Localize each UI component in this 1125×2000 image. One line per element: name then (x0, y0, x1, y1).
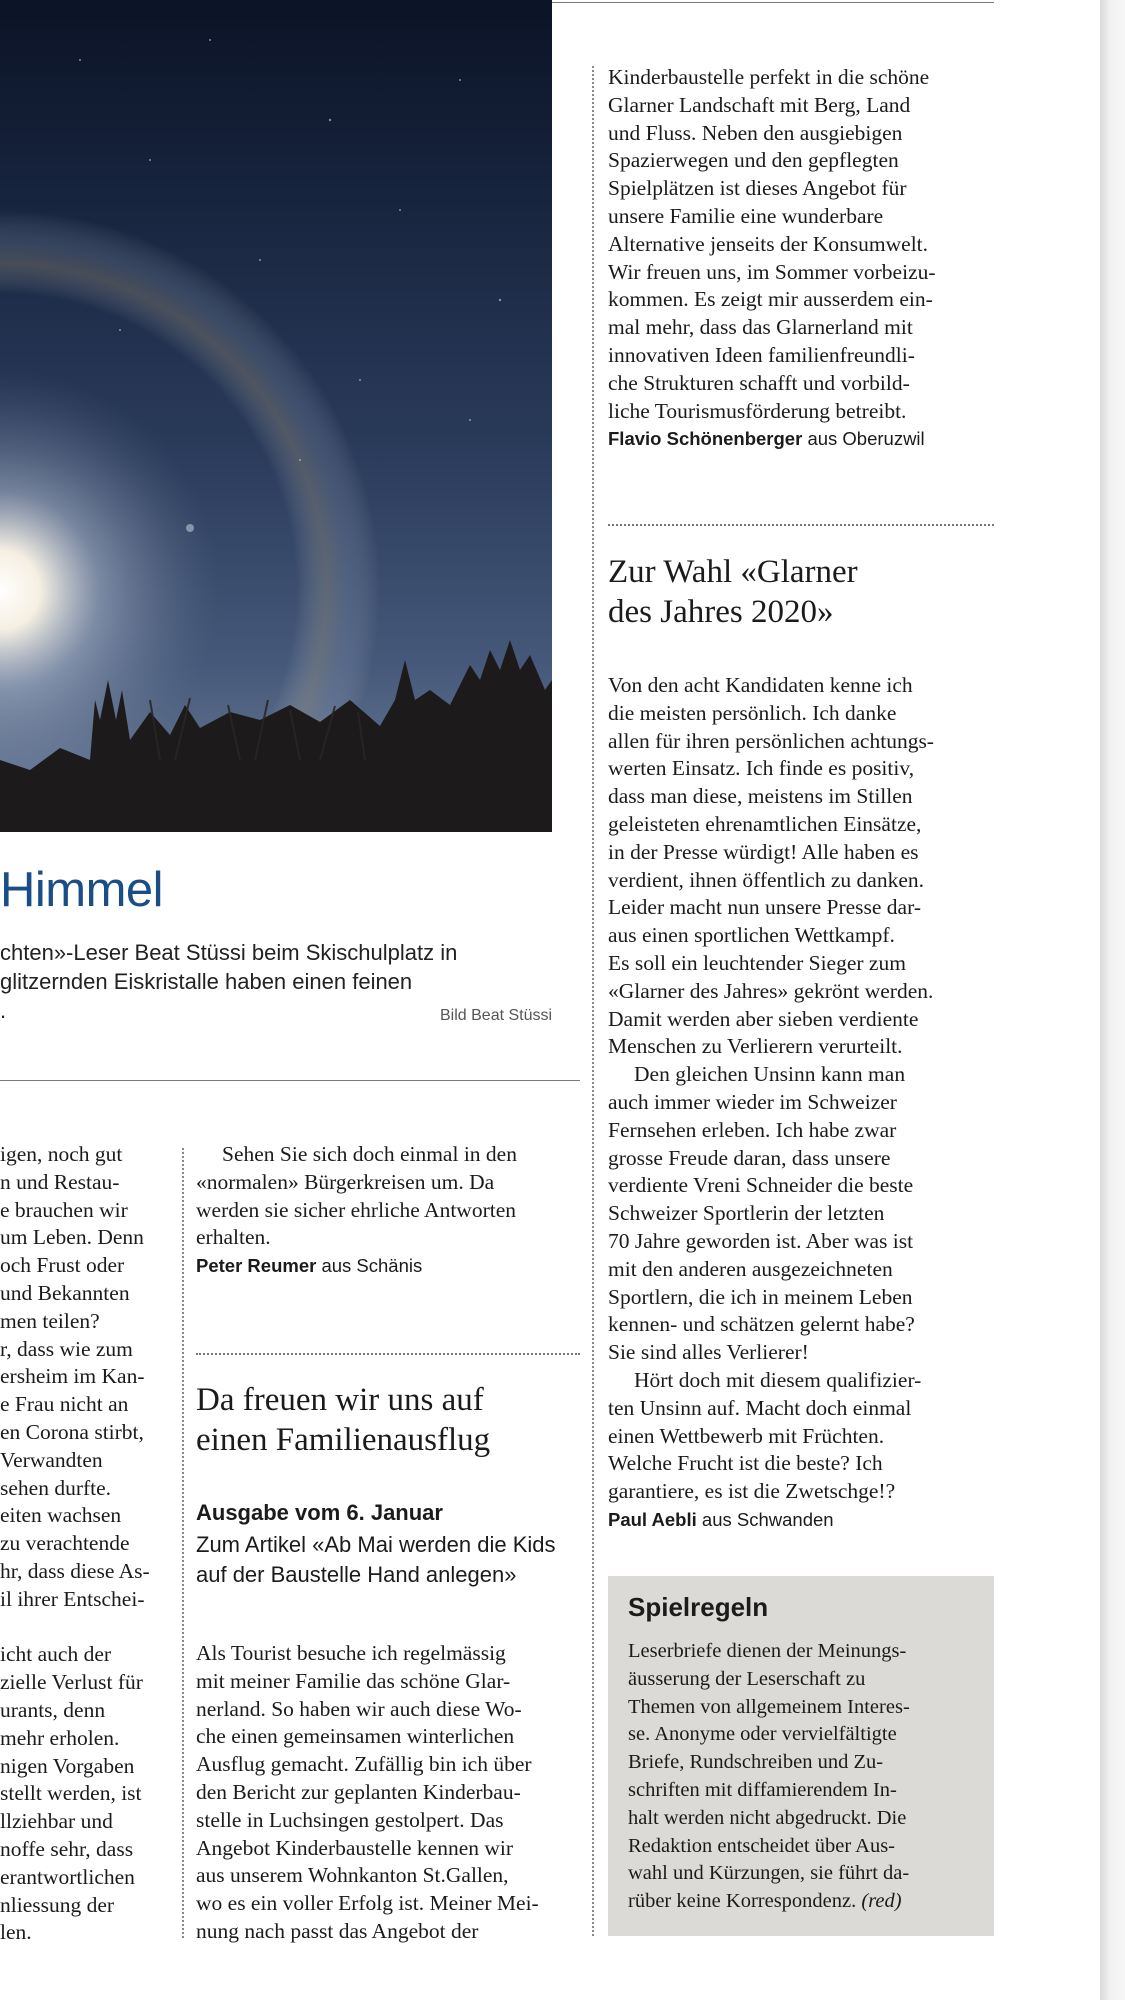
author-name: Peter Reumer (196, 1255, 317, 1277)
text-line: in der Presse würdigt! Alle haben es (608, 839, 919, 864)
text-line: die meisten persönlich. Ich danke (608, 700, 897, 725)
text-line: il ihrer Entschei- (0, 1586, 145, 1611)
text-line: Welche Frucht ist die beste? Ich (608, 1451, 883, 1476)
text-line: ersheim im Kan- (0, 1364, 145, 1389)
letter-signature (608, 1506, 934, 1534)
text-line: «normalen» Bürgerkreisen um. Da (196, 1169, 495, 1194)
paragraph-gap (0, 1614, 150, 1642)
text-line: stellt werden, ist (0, 1781, 142, 1806)
rules-box (608, 1576, 994, 1936)
author-name: Paul Aebli (608, 1508, 697, 1530)
caption-line: glitzernden Eiskristalle haben einen feinen (0, 969, 413, 994)
text-line: Spielplätzen ist dieses Angebot für (608, 176, 907, 201)
text-line: Briefe, Rundschreiben und Zu- (628, 1751, 884, 1774)
headline-line: des Jahres 2020» (608, 594, 834, 630)
letter-separator (196, 1353, 580, 1355)
text-line: Redaktion entscheidet über Aus- (628, 1834, 896, 1857)
photo-credit: Bild Beat Stüssi (440, 1007, 553, 1024)
rules-title: Spielregeln (628, 1592, 769, 1622)
text-line-content: rüber keine Korrespondenz. (628, 1890, 857, 1913)
text-line: den Bericht zur geplanten Kinderbau- (196, 1779, 521, 1804)
text-line: und Fluss. Neben den ausgiebigen (608, 120, 903, 145)
text-line: dass man diese, meistens im Stillen (608, 784, 913, 809)
text-line: liche Tourismusförderung betreibt. (608, 398, 907, 423)
text-line: einen Wettbewerb mit Früchten. (608, 1423, 885, 1448)
text-line: wo es ein voller Erfolg ist. Meiner Mei- (196, 1891, 539, 1916)
text-line: nung nach passt das Angebot der (196, 1918, 479, 1943)
letter-familienausflug-continuation (608, 64, 936, 453)
text-line: äusserung der Leserschaft zu (628, 1667, 866, 1690)
text-line: verdiente Vreni Schneider die beste (608, 1173, 914, 1198)
rules-text (628, 1638, 910, 1916)
text-line: sehen durfte. (0, 1475, 112, 1500)
text-line: e brauchen wir (0, 1197, 128, 1222)
text-line: ten Unsinn auf. Macht doch einmal (608, 1395, 912, 1420)
reference-line: auf der Baustelle Hand anlegen» (196, 1562, 517, 1587)
column-divider (182, 1148, 184, 1938)
editorial-tag: (red) (861, 1890, 902, 1913)
text-line: Kinderbaustelle perfekt in die schöne (608, 65, 930, 89)
headline-line: einen Familienausflug (196, 1422, 491, 1458)
photo-story-headline: Himmel (0, 863, 164, 917)
headline-line: Zur Wahl «Glarner (608, 554, 858, 590)
text-line: r, dass wie zum (0, 1336, 133, 1361)
caption-line: chten»-Leser Beat Stüssi beim Skischulplatz in (0, 940, 458, 965)
text-line: erantwortlichen (0, 1864, 135, 1889)
article-reference-title (196, 1530, 556, 1590)
text-line: innovativen Ideen familienfreundli- (608, 342, 915, 367)
text-line: urants, denn (0, 1697, 106, 1722)
text-line: Hört doch mit diesem qualifizier- (634, 1367, 922, 1392)
text-line: Themen von allgemeinem Interes- (628, 1695, 910, 1718)
text-line: grosse Freude daran, dass unsere (608, 1145, 891, 1170)
letter-headline (608, 552, 858, 632)
text-line: nerland. So haben wir auch diese Wo- (196, 1696, 522, 1721)
text-line: wahl und Kürzungen, sie führt da- (628, 1862, 910, 1885)
author-origin: aus Oberuzwil (807, 428, 925, 450)
text-line: Es soll ein leuchtender Sieger zum (608, 950, 906, 975)
letter-headline (196, 1380, 490, 1460)
text-line: geleisteten ehrenamtlichen Einsätze, (608, 811, 922, 836)
text-line: um Leben. Denn (0, 1225, 144, 1250)
text-line: halt werden nicht abgedruckt. Die (628, 1806, 907, 1829)
text-line: stelle in Luchsingen gestolpert. Das (196, 1807, 504, 1832)
text-line: igen, noch gut (0, 1142, 123, 1166)
text-line: Verwandten (0, 1447, 103, 1472)
text-line: se. Anonyme oder vervielfältigte (628, 1723, 897, 1746)
author-name: Flavio Schönenberger (608, 428, 803, 450)
text-line: zielle Verlust für (0, 1670, 143, 1695)
reference-line: Zum Artikel «Ab Mai werden die Kids (196, 1532, 556, 1557)
text-line: eiten wachsen (0, 1503, 122, 1528)
letter-signature (196, 1252, 517, 1280)
text-line: und Bekannten (0, 1280, 130, 1305)
text-line: Leider macht nun unsere Presse dar- (608, 895, 921, 920)
letter-reumer-text (196, 1141, 517, 1280)
text-line: Ausflug gemacht. Zufällig bin ich über (196, 1752, 532, 1777)
page-edge-shadow (1100, 0, 1125, 2000)
text-line: Alternative jenseits der Konsumwelt. (608, 231, 929, 256)
text-line: Von den acht Kandidaten kenne ich (608, 673, 913, 697)
headline-line: Da freuen wir uns auf (196, 1382, 484, 1418)
author-origin: aus Schänis (321, 1255, 423, 1277)
text-line: n und Restau- (0, 1169, 120, 1194)
text-line: zu verachtende (0, 1531, 130, 1556)
night-sky-halo-photo (0, 0, 552, 832)
text-line: Sportlern, die ich in meinem Leben (608, 1284, 913, 1309)
text-line: mit meiner Familie das schöne Glar- (196, 1668, 511, 1693)
text-line: allen für ihren persönlichen achtungs- (608, 728, 934, 753)
text-line: Schweizer Sportlerin der letzten (608, 1201, 885, 1226)
text-line: auch immer wieder im Schweizer (608, 1089, 897, 1114)
letter-separator (608, 524, 994, 526)
text-line: garantiere, es ist die Zwetschge!? (608, 1479, 896, 1504)
text-line: Als Tourist besuche ich regelmässig (196, 1641, 506, 1665)
text-line: och Frust oder (0, 1253, 125, 1278)
text-line: erhalten. (196, 1225, 271, 1250)
text-line (628, 1888, 910, 1916)
text-line: Menschen zu Verlierern verurteilt. (608, 1034, 903, 1059)
text-line: en Corona stirbt, (0, 1419, 144, 1444)
letter-signature (608, 425, 936, 453)
text-line: nliessung der (0, 1892, 115, 1917)
text-line: llziehbar und (0, 1809, 113, 1834)
text-line: men teilen? (0, 1308, 100, 1333)
text-line: unsere Familie eine wunderbare (608, 203, 884, 228)
text-line: mit den anderen ausgezeichneten (608, 1256, 893, 1281)
text-line: aus unserem Wohnkanton St.Gallen, (196, 1863, 509, 1888)
text-line: verdient, ihnen öffentlich zu danken. (608, 867, 925, 892)
text-line: che Strukturen schafft und vorbild- (608, 370, 910, 395)
text-line: nigen Vorgaben (0, 1753, 135, 1778)
text-line: noffe sehr, dass (0, 1836, 134, 1861)
text-line: «Glarner des Jahres» gekrönt werden. (608, 978, 934, 1003)
section-rule (0, 1080, 580, 1081)
letter-familienausflug-text (196, 1640, 539, 1946)
text-line: werden sie sicher ehrliche Antworten (196, 1197, 516, 1222)
text-line: Den gleichen Unsinn kann man (634, 1062, 906, 1087)
text-line: Angebot Kinderbaustelle kennen wir (196, 1835, 514, 1860)
text-line: Sehen Sie sich doch einmal in den (222, 1142, 517, 1166)
text-line: e Frau nicht an (0, 1392, 129, 1417)
text-line: hr, dass diese As- (0, 1558, 150, 1583)
text-line: Damit werden aber sieben verdiente (608, 1006, 919, 1031)
text-line: mehr erholen. (0, 1725, 120, 1750)
text-line: aus einen sportlichen Wettkampf. (608, 923, 895, 948)
text-line: kennen- und schätzen gelernt habe? (608, 1312, 915, 1337)
top-rule (552, 2, 994, 3)
text-line: werten Einsatz. Ich finde es positiv, (608, 756, 915, 781)
text-line: mal mehr, dass das Glarnerland mit (608, 315, 913, 340)
column-divider (592, 66, 594, 1936)
text-line: icht auch der (0, 1642, 112, 1667)
text-line: Sie sind alles Verlierer! (608, 1340, 809, 1365)
text-line: che einen gemeinsamen winterlichen (196, 1724, 515, 1749)
text-line: kommen. Es zeigt mir ausserdem ein- (608, 287, 933, 312)
letter-left-text (0, 1141, 150, 1947)
caption-line: . (0, 998, 7, 1023)
article-reference-date: Ausgabe vom 6. Januar (196, 1500, 443, 1525)
text-line: Glarner Landschaft mit Berg, Land (608, 92, 911, 117)
text-line: Leserbriefe dienen der Meinungs- (628, 1640, 907, 1662)
text-line: schriften mit diffamierendem In- (628, 1778, 897, 1801)
text-line: Fernsehen erleben. Ich habe zwar (608, 1117, 897, 1142)
text-line: Wir freuen uns, im Sommer vorbeizu- (608, 259, 936, 284)
author-origin: aus Schwanden (701, 1508, 834, 1530)
text-line: 70 Jahre geworden ist. Aber was ist (608, 1228, 914, 1253)
letter-glarner-text (608, 672, 934, 1534)
text-line: Spazierwegen und den gepflegten (608, 148, 899, 173)
text-line: len. (0, 1920, 32, 1945)
